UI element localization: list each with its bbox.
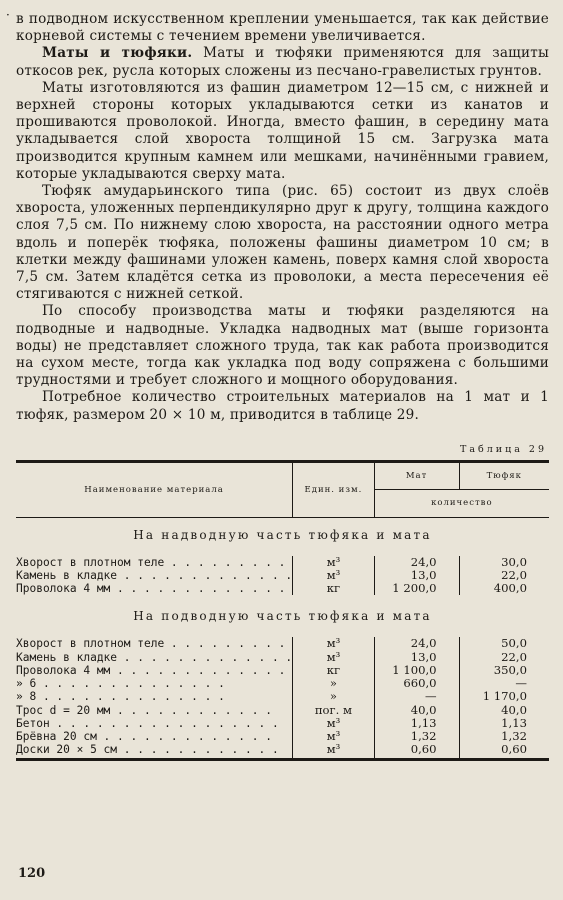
unit-cell: м³ — [293, 717, 374, 730]
unit-cell: м³ — [293, 743, 374, 756]
mat-qty-cell: 660,0 — [374, 677, 459, 690]
header-material: Наименование материала — [16, 461, 293, 517]
paragraph-5: По способу производства маты и тюфяки разделяются на подводные и надводные. Укладка надводных мат (выше горизонта воды) не представляет сложного труда, так как работа производится на сухом месте, тогда как укладка под воду сопряжена с большими трудностями и требует сложного и мощного оборудования. — [16, 303, 549, 389]
table-row — [16, 582, 549, 595]
unit-cell: кг — [293, 582, 374, 595]
table-row — [16, 730, 549, 743]
tufyak-qty-cell: 350,0 — [459, 664, 549, 677]
tufyak-qty-cell: 400,0 — [459, 582, 549, 595]
material-name: Проволока 4 мм . . . . . . . . . . . . . — [16, 663, 286, 677]
material-name: Доски 20 × 5 см . . . . . . . . . . . . — [16, 743, 279, 757]
table-row — [16, 704, 549, 717]
section-title-surface: На надводную часть тюфяка и мата — [133, 527, 432, 542]
table-row — [16, 569, 549, 582]
table-row — [16, 556, 549, 569]
tufyak-qty-cell: 50,0 — [459, 637, 549, 650]
mat-qty-cell: 1 200,0 — [374, 582, 459, 595]
tufyak-qty-cell: 22,0 — [459, 569, 549, 582]
unit-cell: м³ — [293, 569, 374, 582]
material-name: Брёвна 20 см . . . . . . . . . . . . . — [16, 729, 272, 743]
mat-qty-cell: 1,13 — [374, 717, 459, 730]
table-caption: Таблица 29 — [460, 443, 547, 455]
table-row — [16, 690, 549, 703]
tufyak-qty-cell: 0,60 — [459, 743, 549, 756]
unit-cell: м³ — [293, 651, 374, 664]
table-row — [16, 637, 549, 650]
material-name: Хворост в плотном теле . . . . . . . . . — [16, 637, 286, 651]
unit-cell: м³ — [293, 730, 374, 743]
paragraph-4: Тюфяк амударьинского типа (рис. 65) состоит из двух слоёв хвороста, уложенных перпендикулярно друг к другу, толщина каждого слоя 7,5 см. По нижнему слою хвороста, на расстоянии одного метра вдоль и поперёк тюфяка, положены фашины диаметром 10 см; в клетки между фашинами уложен камень, поверх камня слой хвороста 7,5 см. Затем кладётся сетка из проволоки, а места пересечения её стягиваются с нижней сеткой. — [16, 183, 549, 303]
paragraph-6: Потребное количество строительных материалов на 1 мат и 1 тюфяк, размером 20 × 10 м, приводится в таблице 29. — [16, 389, 549, 423]
material-name: Бетон . . . . . . . . . . . . . . . . . — [16, 716, 279, 730]
mat-qty-cell: 1,32 — [374, 730, 459, 743]
unit-cell: м³ — [293, 556, 374, 569]
material-name: Камень в кладке . . . . . . . . . . . . . — [16, 650, 293, 664]
section-heading: Маты и тюфяки. — [42, 45, 193, 62]
mat-qty-cell: 24,0 — [374, 556, 459, 569]
mat-qty-cell: 13,0 — [374, 569, 459, 582]
material-name: Хворост в плотном теле . . . . . . . . . — [16, 555, 286, 569]
mat-qty-cell: 0,60 — [374, 743, 459, 756]
header-mat: Мат — [374, 461, 459, 489]
mat-qty-cell: 24,0 — [374, 637, 459, 650]
heading-text: Маты и тюфяки применяются для защиты откосов рек, русла которых сложены из песчано-гравелистых грунтов. — [16, 45, 549, 79]
table-row — [16, 664, 549, 677]
header-quantity: количество — [374, 489, 549, 517]
mat-qty-cell: 1 100,0 — [374, 664, 459, 677]
header-unit: Един. изм. — [293, 461, 374, 517]
table-row — [16, 717, 549, 730]
page-number: 120 — [18, 866, 46, 881]
table-header-row — [16, 461, 549, 489]
tufyak-qty-cell: — — [459, 677, 549, 690]
table-row — [16, 651, 549, 664]
material-name: Проволока 4 мм . . . . . . . . . . . . . — [16, 582, 286, 596]
material-name: Камень в кладке . . . . . . . . . . . . . — [16, 569, 293, 583]
section-title-underwater: На подводную часть тюфяка и мата — [133, 609, 432, 624]
header-tufyak: Тюфяк — [459, 461, 549, 489]
section-underwater — [16, 595, 549, 637]
margin-mark: · — [6, 8, 10, 22]
unit-cell: пог. м — [293, 704, 374, 717]
mat-qty-cell: 13,0 — [374, 651, 459, 664]
material-name: » 8 . . . . . . . . . . . . . . — [16, 690, 225, 704]
paragraph-3: Маты изготовляются из фашин диаметром 12—15 см, с нижней и верхней стороны которых укладываются сетки из канатов и прошиваются проволокой. Иногда, вместо фашин, в середину мата укладывается слой хвороста толщиной 15 см. Загрузка мата производится крупным камнем или мешками, начинёнными гравием, которые укладываются сверху мата. — [16, 79, 549, 182]
tufyak-qty-cell: 1,13 — [459, 717, 549, 730]
unit-cell: кг — [293, 664, 374, 677]
material-name: » 6 . . . . . . . . . . . . . . — [16, 677, 225, 691]
tufyak-qty-cell: 1 170,0 — [459, 690, 549, 703]
mat-qty-cell: 40,0 — [374, 704, 459, 717]
table-row — [16, 743, 549, 756]
table-row — [16, 677, 549, 690]
table-bottom-rule — [16, 756, 549, 760]
unit-cell: м³ — [293, 637, 374, 650]
unit-cell: » — [293, 690, 374, 703]
materials-table — [16, 460, 549, 761]
section-surface — [16, 517, 549, 556]
tufyak-qty-cell: 1,32 — [459, 730, 549, 743]
unit-cell: » — [293, 677, 374, 690]
paragraph-2-heading — [16, 45, 549, 79]
paragraph-1: в подводном искусственном креплении уменьшается, так как действие корневой системы с течением времени увеличивается. — [16, 11, 549, 45]
tufyak-qty-cell: 40,0 — [459, 704, 549, 717]
tufyak-qty-cell: 30,0 — [459, 556, 549, 569]
mat-qty-cell: — — [374, 690, 459, 703]
tufyak-qty-cell: 22,0 — [459, 651, 549, 664]
material-name: Трос d = 20 мм . . . . . . . . . . . . — [16, 703, 272, 717]
